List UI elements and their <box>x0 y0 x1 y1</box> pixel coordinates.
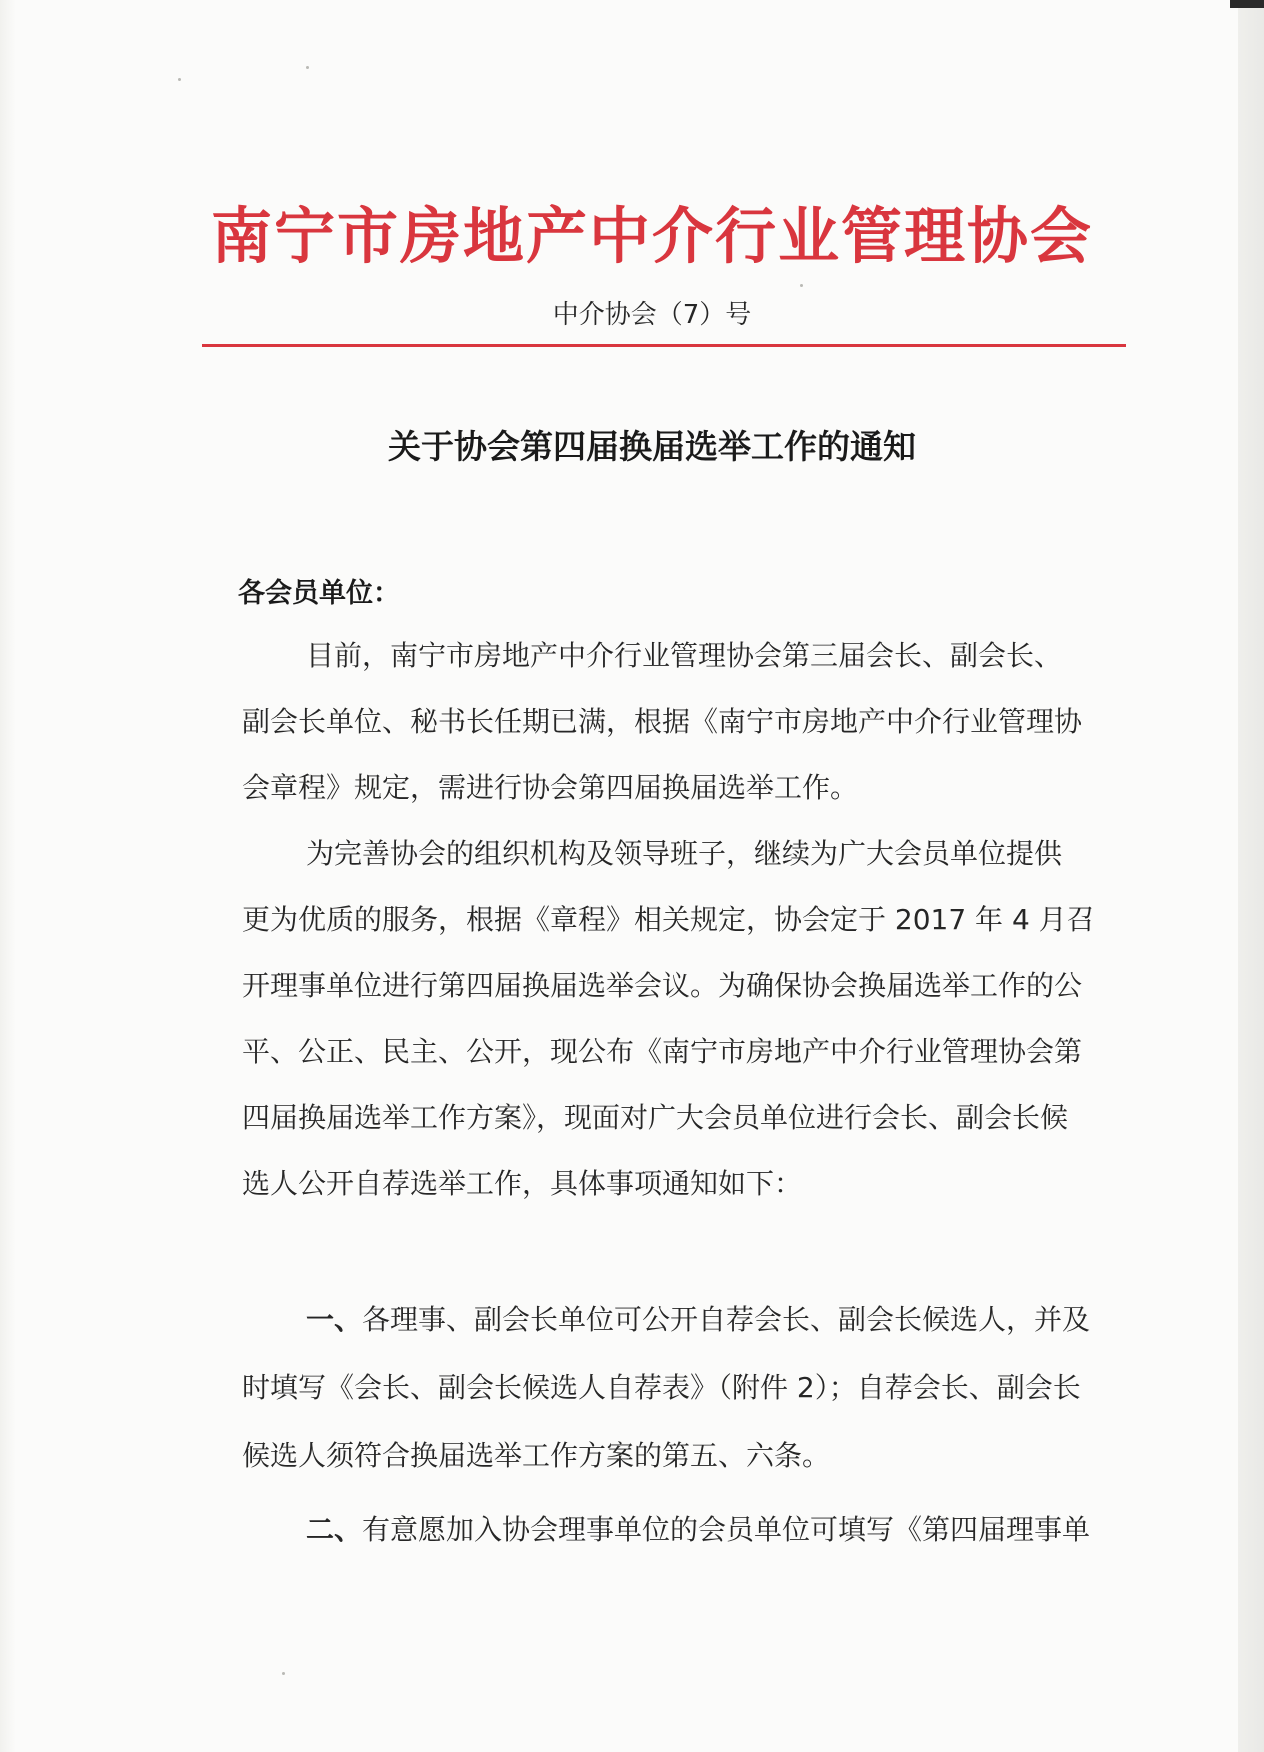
paragraph-line: 会章程》规定，需进行协会第四届换届选举工作。 <box>242 771 859 804</box>
paragraph-line: 时填写《会长、副会长候选人自荐表》（附件 2）；自荐会长、副会长 <box>242 1371 1081 1404</box>
scan-speck <box>306 66 309 69</box>
scan-shadow-left <box>0 0 16 1752</box>
list-item-1-line <box>306 1298 1090 1338</box>
paragraph-line: 目前，南宁市房地产中介行业管理协会第三届会长、副会长、 <box>306 639 1063 672</box>
document-number: 中介协会（7）号 <box>552 300 752 330</box>
scan-speck <box>800 284 803 287</box>
paragraph-line: 平、公正、民主、公开，现公布《南宁市房地产中介行业管理协会第 <box>242 1035 1083 1068</box>
header-divider <box>202 344 1126 347</box>
notice-title: 关于协会第四届换届选举工作的通知 <box>388 427 916 466</box>
scan-shadow-right <box>1238 0 1264 1752</box>
list-item-2-line <box>306 1508 1090 1548</box>
scan-speck <box>282 1672 285 1675</box>
list-item-text: 有意愿加入协会理事单位的会员单位可填写《第四届理事单 <box>362 1513 1091 1546</box>
paragraph-line: 更为优质的服务，根据《章程》相关规定，协会定于 2017 年 4 月召 <box>242 903 1095 936</box>
salutation: 各会员单位： <box>238 578 400 609</box>
paragraph-line: 副会长单位、秘书长任期已满，根据《南宁市房地产中介行业管理协 <box>242 705 1083 738</box>
paragraph-line: 开理事单位进行第四届换届选举会议。为确保协会换届选举工作的公 <box>242 969 1083 1002</box>
paragraph-line: 候选人须符合换届选举工作方案的第五、六条。 <box>242 1439 831 1472</box>
paragraph-line: 四届换届选举工作方案》，现面对广大会员单位进行会长、副会长候 <box>242 1101 1069 1134</box>
scan-corner-mark <box>1230 0 1264 8</box>
scan-speck <box>178 78 181 81</box>
list-item-number: 二、 <box>306 1513 363 1546</box>
paragraph-line: 为完善协会的组织机构及领导班子，继续为广大会员单位提供 <box>306 837 1063 870</box>
paragraph-line: 选人公开自荐选举工作，具体事项通知如下： <box>242 1167 803 1200</box>
organization-title: 南宁市房地产中介行业管理协会 <box>210 201 1093 272</box>
list-item-number: 一、 <box>306 1303 363 1336</box>
list-item-text: 各理事、副会长单位可公开自荐会长、副会长候选人，并及 <box>362 1303 1091 1336</box>
